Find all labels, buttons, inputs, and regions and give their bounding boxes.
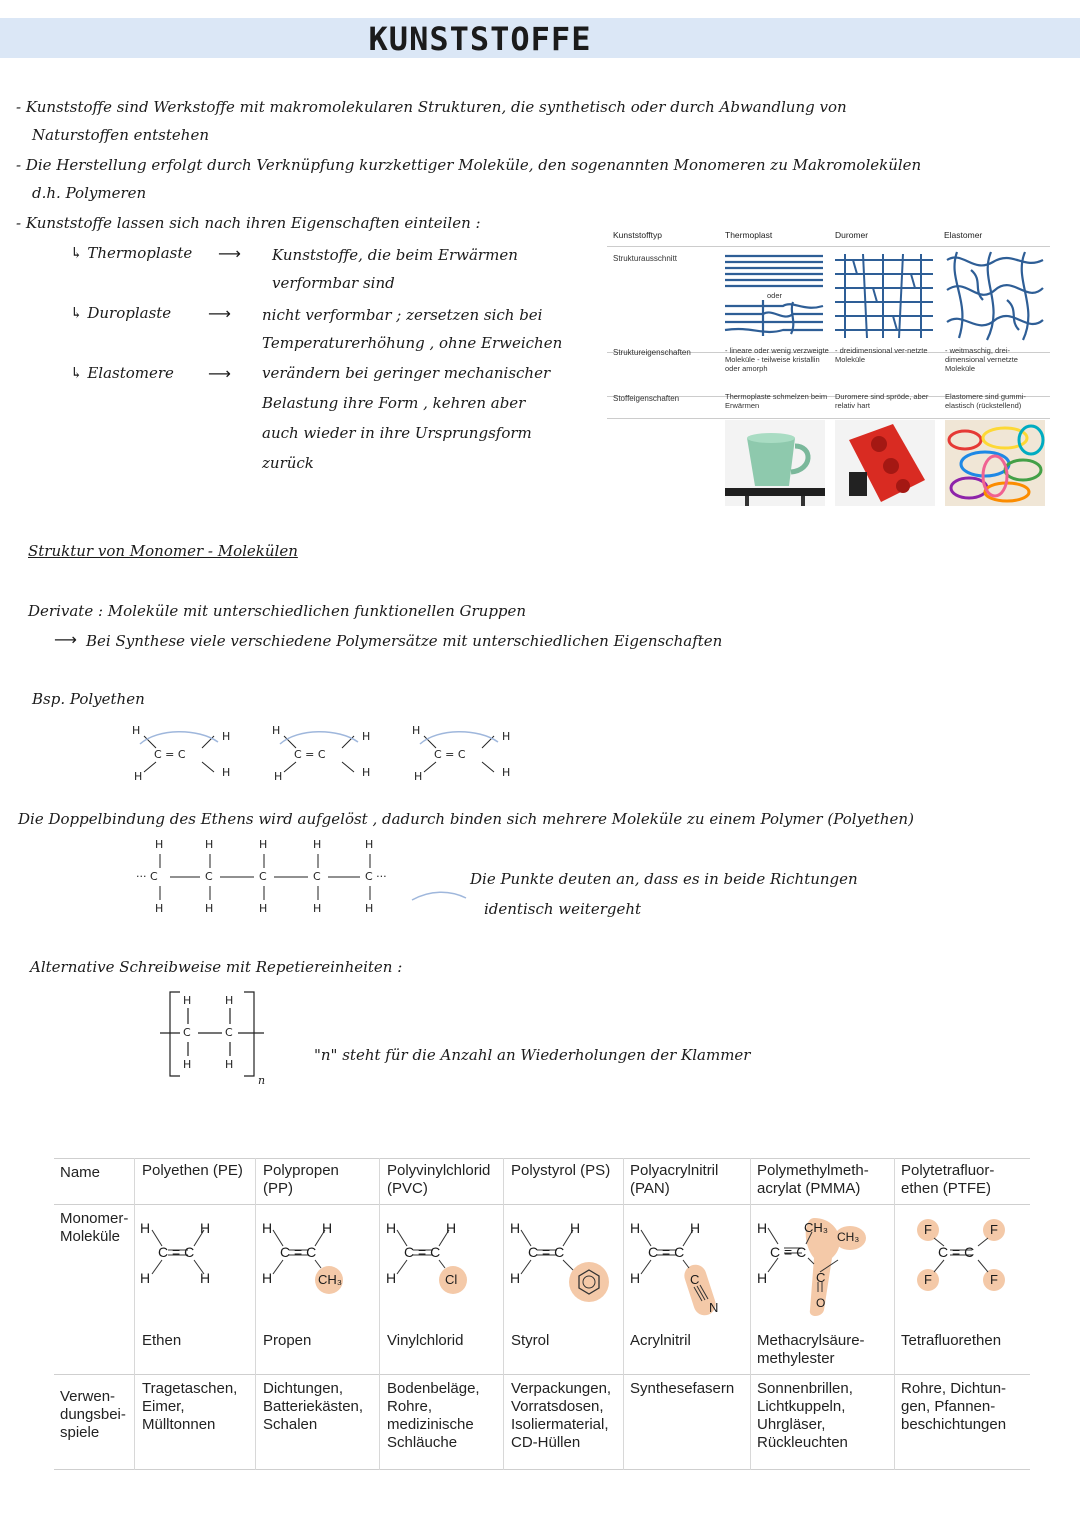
atom-h: H: [259, 838, 268, 851]
atom-h: H: [386, 1220, 397, 1236]
double-bond: C = C: [280, 1244, 317, 1260]
row-label-structure: Strukturausschnitt: [613, 254, 678, 263]
duromer-material-props: Duromere sind spröde, aber relativ hart: [835, 392, 929, 410]
atom-h: H: [757, 1270, 768, 1286]
duroplast-text: nicht verformbar ; zersetzen sich bei: [262, 306, 543, 324]
styrene-structure: [507, 1216, 627, 1316]
ester-methyl-group: CH₃: [837, 1230, 860, 1244]
duroplast-label: ↳ Duroplaste: [70, 304, 172, 322]
atom-h: H: [322, 1220, 333, 1236]
vinylchloride-structure: [383, 1216, 503, 1316]
dots-explanation: Die Punkte deuten an, dass es in beide Richtungen: [470, 870, 858, 888]
fluorine-atom: F: [924, 1222, 932, 1237]
atom-h: H: [140, 1270, 151, 1286]
col-header-pan: Polyacrylnitril (PAN): [630, 1162, 719, 1197]
atom-h: H: [155, 838, 164, 851]
repeat-n: n: [258, 1074, 266, 1087]
chain-end: C ···: [365, 870, 387, 883]
atom-h: H: [502, 730, 511, 743]
synthese-line: Bei Synthese viele verschiedene Polymersätze mit unterschiedlichen Eigenschaften: [86, 632, 723, 650]
atom-h: H: [183, 994, 192, 1007]
atom-h: H: [155, 902, 164, 915]
double-bond: C = C: [528, 1244, 565, 1260]
methyl-group: CH₃: [804, 1220, 829, 1235]
note-line-5: - Kunststoffe lassen sich nach ihren Eigenschaften einteilen :: [16, 214, 481, 232]
col-header-thermoplast: Thermoplast: [725, 230, 773, 240]
atom-h: H: [132, 724, 141, 737]
double-bond: C = C: [770, 1244, 807, 1260]
monomer-name-ethen: Ethen: [142, 1332, 182, 1349]
atom-h: H: [134, 770, 143, 783]
arrow-icon: ⟶: [54, 630, 77, 649]
double-bond: C = C: [434, 748, 466, 761]
double-bond-explanation: Die Doppelbindung des Ethens wird aufgelöst , dadurch binden sich mehrere Moleküle zu einem Polymer (Polyethen): [18, 810, 914, 828]
atom-c: C: [225, 1026, 233, 1039]
note-line-2: Naturstoffen entstehen: [32, 126, 209, 144]
col-header-ptfe: Polytetrafluor-ethen (PTFE): [901, 1162, 995, 1197]
note-line-3: - Die Herstellung erfolgt durch Verknüpfung kurzkettiger Moleküle, den sogenannten Monomeren zu Makromolekülen: [16, 156, 922, 174]
nitrile-carbon: C: [690, 1272, 700, 1287]
col-header-duromer: Duromer: [835, 230, 869, 240]
ethene-molecule-1: [128, 722, 238, 782]
atom-h: H: [365, 838, 374, 851]
atom-h: H: [222, 730, 231, 743]
n-explanation: "n" steht für die Anzahl an Wiederholungen der Klammer: [314, 1046, 751, 1064]
arrow-icon: ⟶: [218, 244, 241, 263]
atom-h: H: [570, 1220, 581, 1236]
atom-h: H: [313, 838, 322, 851]
thermoplast-label: ↳ Thermoplaste: [70, 244, 193, 262]
double-bond: C = C: [294, 748, 326, 761]
nitrile-nitrogen: N: [709, 1300, 719, 1315]
atom-h: H: [205, 838, 214, 851]
elastomer-structure-props: - weitmaschig, drei-dimensional vernetzte Moleküle: [945, 346, 1018, 373]
note-line-4: d.h. Polymeren: [32, 184, 147, 202]
atom-h: H: [502, 766, 511, 779]
uses-pmma: Sonnenbrillen, Lichtkuppeln, Uhrgläser, Rückleuchten: [757, 1380, 853, 1451]
atom-h: H: [259, 902, 268, 915]
atom-c: C: [205, 870, 213, 883]
row-header-monomer: Monomer-Moleküle: [60, 1210, 129, 1245]
col-header-pe: Polyethen (PE): [142, 1162, 243, 1179]
uses-pe: Tragetaschen, Eimer, Mülltonnen: [142, 1380, 238, 1433]
atom-c: C: [313, 870, 321, 883]
monomer-name-mma: Methacrylsäure-methylester: [757, 1332, 865, 1367]
duromer-structure-image: [833, 250, 937, 342]
polyethene-chain: [130, 838, 420, 918]
carbonyl-carbon: C: [816, 1270, 826, 1285]
tetrafluoroethene-structure: [898, 1216, 1028, 1316]
atom-h: H: [183, 1058, 192, 1071]
col-header-elastomer: Elastomer: [944, 230, 983, 240]
uses-pvc: Bodenbeläge, Rohre, medizinische Schläuche: [387, 1380, 480, 1451]
row-header-uses: Verwen-dungsbei-spiele: [60, 1388, 126, 1441]
repeating-unit: [160, 988, 270, 1088]
thermoplast-text-2: verformbar sind: [272, 274, 395, 292]
atom-h: H: [362, 730, 371, 743]
atom-h: H: [510, 1270, 521, 1286]
double-bond: C = C: [154, 748, 186, 761]
derivate-line: Derivate : Moleküle mit unterschiedlichen funktionellen Gruppen: [28, 602, 527, 620]
atom-h: H: [362, 766, 371, 779]
acrylonitrile-structure: [627, 1216, 747, 1316]
thermoplast-structure-props: - lineare oder wenig verzweigte Moleküle - teilweise kristallin oder amorph: [725, 346, 829, 373]
uses-pan: Synthesefasern: [630, 1380, 735, 1397]
monomer-table: [54, 1158, 1030, 1470]
uses-ps: Verpackungen, Vorratsdosen, Isoliermaterial, CD-Hüllen: [511, 1380, 612, 1451]
atom-c: C: [259, 870, 267, 883]
ethene-molecule-2: [268, 722, 378, 782]
col-header-ps: Polystyrol (PS): [511, 1162, 611, 1179]
atom-h: H: [272, 724, 281, 737]
atom-h: H: [225, 994, 234, 1007]
plastic-types-table: [607, 230, 1050, 520]
atom-h: H: [690, 1220, 701, 1236]
atom-c: C: [183, 1026, 191, 1039]
atom-h: H: [757, 1220, 768, 1236]
example-label: Bsp. Polyethen: [32, 690, 145, 708]
elastomer-text: verändern bei geringer mechanischer: [262, 364, 551, 382]
atom-h: H: [262, 1220, 273, 1236]
atom-h: H: [200, 1220, 211, 1236]
thermoplast-text: Kunststoffe, die beim Erwärmen: [272, 246, 518, 264]
alternative-notation: Alternative Schreibweise mit Repetiereinheiten :: [30, 958, 403, 976]
curved-arrow-icon: [410, 880, 470, 910]
atom-h: H: [412, 724, 421, 737]
atom-h: H: [205, 902, 214, 915]
monomer-name-tetrafluorethen: Tetrafluorethen: [901, 1332, 1002, 1349]
thermoplast-material-props: Thermoplaste schmelzen beim Erwärmen: [725, 392, 828, 410]
double-bond: C = C: [404, 1244, 441, 1260]
atom-h: H: [446, 1220, 457, 1236]
uses-ptfe: Rohre, Dichtun-gen, Pfannen-beschichtungen: [901, 1380, 1007, 1433]
atom-h: H: [313, 902, 322, 915]
atom-h: H: [630, 1220, 641, 1236]
propene-structure: [259, 1216, 379, 1316]
duromer-structure-props: - dreidimensional ver-netzte Moleküle: [835, 346, 928, 364]
dots-explanation-2: identisch weitergeht: [484, 900, 642, 918]
atom-h: H: [200, 1270, 211, 1286]
atom-h: H: [414, 770, 423, 783]
atom-h: H: [225, 1058, 234, 1071]
monomer-name-styrol: Styrol: [511, 1332, 550, 1349]
chain-start: ··· C: [136, 870, 158, 883]
elastomer-text-2: Belastung ihre Form , kehren aber: [262, 394, 526, 412]
elastomer-rubberbands-photo: [945, 420, 1045, 506]
page-title: KUNSTSTOFFE: [368, 20, 592, 58]
atom-h: H: [262, 1270, 273, 1286]
atom-h: H: [274, 770, 283, 783]
atom-h: H: [140, 1220, 151, 1236]
row-header-name: Name: [60, 1164, 101, 1181]
monomer-name-acrylnitril: Acrylnitril: [630, 1332, 691, 1349]
row-label-material-props: Stoffeigenschaften: [613, 394, 680, 403]
elastomer-label: ↳ Elastomere: [70, 364, 174, 382]
col-header-pvc: Polyvinylchlorid (PVC): [387, 1162, 491, 1197]
double-bond: C = C: [938, 1244, 975, 1260]
arrow-icon: ⟶: [208, 364, 231, 383]
duroplast-text-2: Temperaturerhöhung , ohne Erweichen: [262, 334, 563, 352]
elastomer-text-3: auch wieder in ihre Ursprungsform: [262, 424, 532, 442]
atom-h: H: [630, 1270, 641, 1286]
methyl-group: CH₃: [318, 1272, 343, 1287]
chlorine-atom: Cl: [445, 1272, 458, 1287]
atom-h: H: [222, 766, 231, 779]
carbonyl-oxygen: O: [816, 1296, 826, 1310]
row-label-struct-props: Struktureigenschaften: [613, 348, 691, 357]
monomer-name-propen: Propen: [263, 1332, 312, 1349]
fluorine-atom: F: [990, 1272, 998, 1287]
oder-label: oder: [767, 291, 783, 300]
thermoplast-structure-image: [723, 250, 827, 342]
note-line-1: - Kunststoffe sind Werkstoffe mit makromolekularen Strukturen, die synthetisch oder durch Abwandlung von: [16, 98, 847, 116]
thermoplast-cup-photo: [725, 420, 825, 506]
atom-h: H: [510, 1220, 521, 1236]
fluorine-atom: F: [924, 1272, 932, 1287]
atom-h: H: [386, 1270, 397, 1286]
monomer-name-vinylchlorid: Vinylchlorid: [387, 1332, 464, 1349]
elastomer-text-4: zurück: [262, 454, 314, 472]
atom-h: H: [365, 902, 374, 915]
duromer-socket-photo: [835, 420, 935, 506]
elastomer-material-props: Elastomere sind gummi-elastisch (rückstellend): [945, 392, 1026, 410]
col-header-pp: Polypropen (PP): [263, 1162, 339, 1197]
uses-pp: Dichtungen, Batteriekästen, Schalen: [263, 1380, 364, 1433]
col-header-type: Kunststofftyp: [613, 230, 662, 240]
monomer-section-heading: Struktur von Monomer - Molekülen: [28, 542, 298, 560]
ethene-molecule-3: [408, 722, 518, 782]
col-header-pmma: Polymethylmeth-acrylat (PMMA): [757, 1162, 869, 1197]
double-bond: C = C: [158, 1244, 195, 1260]
double-bond: C = C: [648, 1244, 685, 1260]
arrow-icon: ⟶: [208, 304, 231, 323]
elastomer-structure-image: [943, 250, 1047, 342]
fluorine-atom: F: [990, 1222, 998, 1237]
ethene-structure: [138, 1216, 258, 1316]
